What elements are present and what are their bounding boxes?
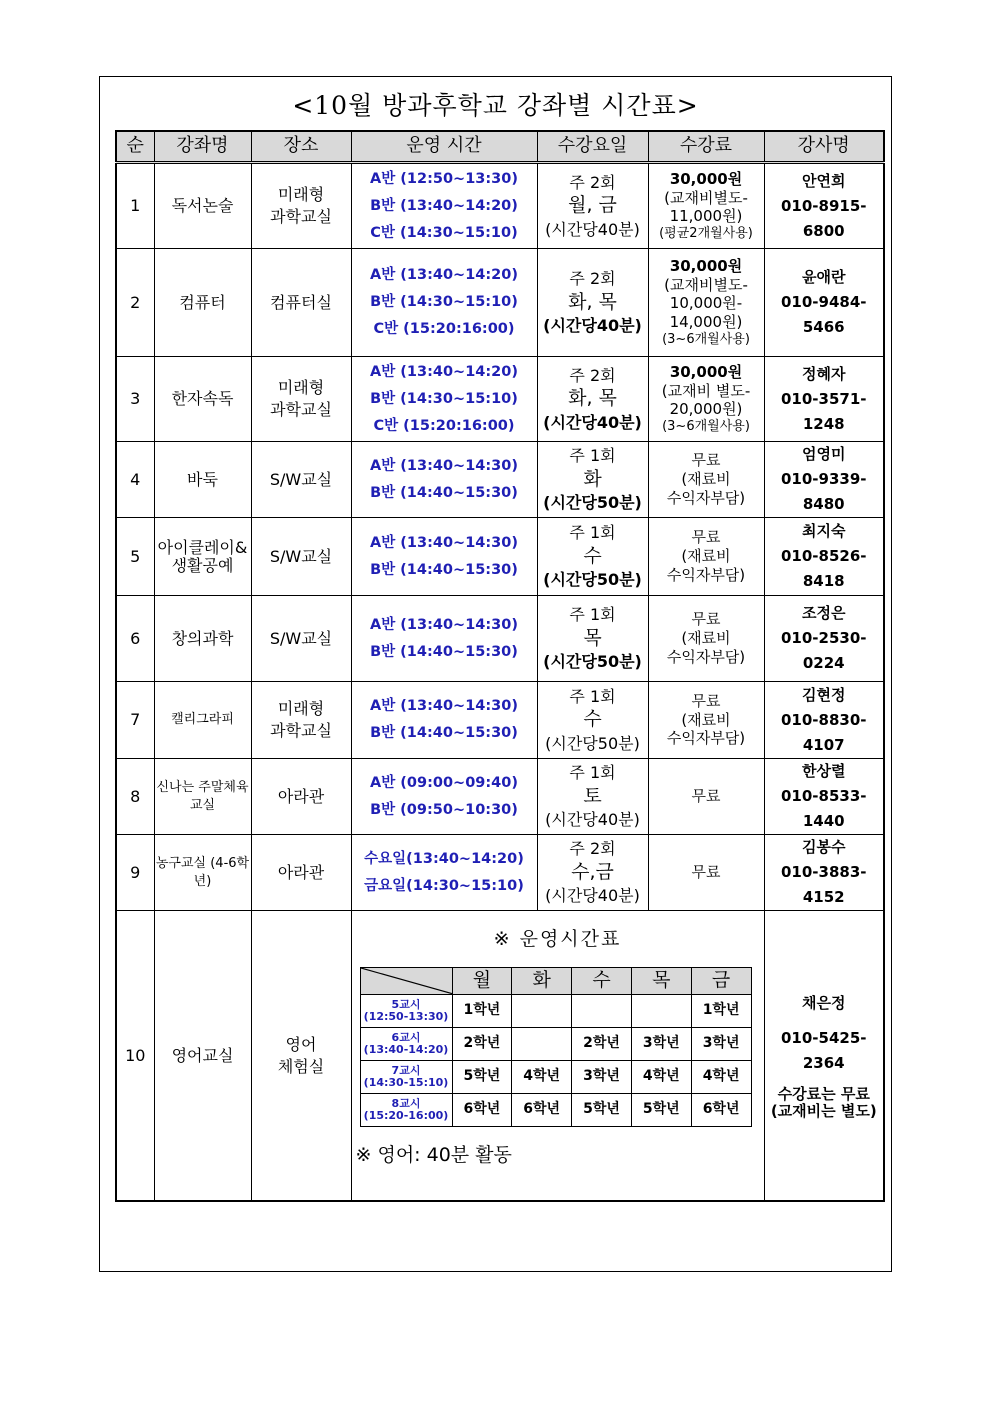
place-line: 미래형 (277, 185, 325, 205)
row-number: 4 (116, 442, 154, 518)
instructor-name: 엄영미 (802, 445, 846, 463)
fee-line: (재료비 (681, 710, 731, 729)
class-days (537, 442, 648, 518)
class-days (537, 357, 648, 442)
header-course: 강좌명 (154, 131, 251, 163)
table-row (116, 442, 884, 518)
timetable-cell (631, 994, 691, 1027)
period-cell (360, 1027, 452, 1060)
instructor-name: 김봉수 (802, 838, 846, 856)
place (251, 759, 351, 835)
place (251, 596, 351, 682)
fee (648, 442, 764, 518)
period-time: (13:40-14:20) (363, 1042, 449, 1056)
instructor (764, 163, 884, 249)
operating-times (351, 357, 537, 442)
place-line: 과학교실 (270, 400, 332, 419)
fee-line: (교재비별도- (664, 275, 748, 294)
schedule-title: ※ 운영시간표 (493, 928, 622, 950)
fee-line: 수익자부담) (666, 647, 746, 666)
course-name: 컴퓨터 (154, 249, 251, 357)
fee-note: (교재비는 별도) (770, 1102, 877, 1120)
timetable-cell: 5학년 (572, 1093, 632, 1126)
timetable-header-row (360, 968, 751, 995)
fee (648, 518, 764, 596)
time-slot: A반 (13:40~14:20) (370, 363, 518, 380)
weekdays: 수 (583, 708, 602, 731)
frequency: 주 1회 (569, 523, 616, 543)
header-place: 장소 (251, 131, 351, 163)
row-number: 2 (116, 249, 154, 357)
course-name: 아이클레이&생활공예 (154, 518, 251, 596)
table-row (116, 835, 884, 911)
instructor-name: 윤애란 (802, 268, 846, 286)
row-number: 5 (116, 518, 154, 596)
course-name: 한자속독 (154, 357, 251, 442)
fee-line: 무료 (691, 787, 721, 806)
instructor-name: 안연희 (802, 171, 846, 190)
class-days (537, 596, 648, 682)
timetable-day: 월 (452, 968, 512, 995)
row-number: 6 (116, 596, 154, 682)
time-slot: B반 (13:40~14:20) (370, 197, 518, 214)
table-row-english (116, 911, 884, 1202)
timetable-cell: 2학년 (572, 1027, 632, 1060)
fee-line: (교재비 별도- (661, 381, 751, 400)
row-number: 1 (116, 163, 154, 249)
time-slot: B반 (14:30~15:10) (370, 294, 518, 310)
timetable-cell: 6학년 (452, 1093, 512, 1126)
instructor (764, 759, 884, 835)
period-cell (360, 994, 452, 1027)
fee (648, 249, 764, 357)
instructor-phone: 010-8830-4107 (780, 710, 867, 754)
fee-line: (재료비 (681, 629, 731, 648)
instructor (764, 442, 884, 518)
frequency: 주 2회 (569, 269, 616, 289)
fee (648, 163, 764, 249)
time-slot: A반 (13:40~14:30) (370, 457, 518, 474)
instructor-phone: 010-8533-1440 (780, 787, 867, 830)
time-slot: A반 (12:50~13:30) (370, 170, 518, 187)
weekdays: 수 (583, 544, 602, 567)
header-days: 수강요일 (537, 131, 648, 163)
fee-note: 수강료는 무료 (777, 1085, 870, 1103)
place-line: 아라관 (277, 862, 325, 882)
fee-line: 수익자부담) (666, 729, 746, 748)
timetable-cell: 1학년 (691, 994, 751, 1027)
period-length: (시간당50분) (543, 570, 642, 590)
place-line: S/W교실 (269, 628, 333, 648)
operating-times (351, 682, 537, 759)
instructor (764, 518, 884, 596)
timetable-cell: 3학년 (572, 1060, 632, 1093)
timetable-cell: 3학년 (691, 1027, 751, 1060)
header-fee: 수강료 (648, 131, 764, 163)
fee-line: 14,000원) (669, 313, 743, 332)
period-length: (시간당40분) (545, 810, 640, 830)
period-time: (12:50-13:30) (363, 1009, 449, 1023)
fee-line: (재료비 (681, 547, 731, 566)
instructor-phone: 010-2530-0224 (780, 629, 867, 672)
time-slot: C반 (15:20:16:00) (373, 321, 515, 337)
fee-line: 무료 (691, 691, 721, 710)
frequency: 주 2회 (569, 172, 616, 192)
period-length: (시간당50분) (545, 733, 640, 753)
period-cell (360, 1093, 452, 1126)
period-time: (14:30-15:10) (363, 1075, 449, 1089)
timetable-cell: 6학년 (512, 1093, 572, 1126)
fee-line: 20,000원) (669, 400, 743, 419)
instructor-phone: 010-9484-5466 (780, 293, 867, 336)
instructor-phone: 010-5425-2364 (780, 1029, 867, 1072)
instructor-phone: 010-8526-8418 (780, 547, 867, 590)
frequency: 주 2회 (569, 839, 616, 859)
time-slot: B반 (14:40~15:30) (370, 725, 518, 741)
row-number: 7 (116, 682, 154, 759)
instructor-name: 정혜자 (802, 364, 846, 383)
timetable-cell: 1학년 (452, 994, 512, 1027)
time-slot: 금요일(14:30~15:10) (364, 877, 524, 894)
weekdays: 화 (583, 467, 602, 490)
english-schedule-cell (351, 911, 764, 1202)
timetable-cell (512, 1027, 572, 1060)
operating-times (351, 163, 537, 249)
place (251, 163, 351, 249)
time-slot: A반 (13:40~14:30) (370, 698, 518, 714)
period-length: (시간당50분) (543, 493, 642, 513)
row-number: 10 (116, 911, 154, 1202)
timetable-row (360, 1093, 751, 1126)
place (251, 518, 351, 596)
fee-line: 무료 (691, 528, 721, 547)
course-name: 캘리그라피 (154, 682, 251, 759)
instructor (764, 911, 884, 1202)
instructor (764, 249, 884, 357)
time-slot: B반 (14:40~15:30) (370, 484, 518, 501)
period-length: (시간당40분) (545, 886, 640, 906)
fee-line: (교재비별도- (664, 188, 748, 207)
course-name: 영어교실 (154, 911, 251, 1202)
table-row (116, 518, 884, 596)
fee (648, 759, 764, 835)
timetable-cell: 4학년 (512, 1060, 572, 1093)
place (251, 682, 351, 759)
instructor (764, 835, 884, 911)
frequency: 주 2회 (569, 365, 616, 385)
place-line: 체험실 (277, 1056, 325, 1076)
place-line: 과학교실 (270, 207, 332, 226)
place (251, 835, 351, 911)
english-note: ※ 영어: 40분 활동 (355, 1144, 512, 1166)
table-row (116, 682, 884, 759)
course-name: 독서논술 (154, 163, 251, 249)
table-row (116, 357, 884, 442)
class-days (537, 518, 648, 596)
period-length: (시간당50분) (543, 652, 642, 672)
timetable-cell: 4학년 (631, 1060, 691, 1093)
frequency: 주 1회 (569, 605, 616, 625)
place-line: 미래형 (277, 378, 325, 398)
timetable-cell: 5학년 (452, 1060, 512, 1093)
schedule-table (115, 130, 885, 1202)
instructor-name: 최지숙 (802, 522, 846, 540)
instructor (764, 682, 884, 759)
fee-line: (평균2개월사용) (659, 226, 753, 241)
timetable-row (360, 994, 751, 1027)
place-line: 아라관 (277, 786, 325, 806)
place-line: 영어 (285, 1034, 317, 1054)
diagonal-corner-cell (360, 968, 452, 995)
weekdays: 토 (583, 784, 602, 807)
fee-line: 수익자부담) (666, 565, 746, 584)
operating-times (351, 442, 537, 518)
course-name: 신나는 주말체육교실 (154, 759, 251, 835)
place-line: 컴퓨터실 (270, 292, 332, 312)
frequency: 주 1회 (569, 686, 616, 706)
weekdays: 화, 목 (568, 387, 617, 410)
instructor-phone: 010-3571-1248 (780, 389, 867, 433)
timetable-cell: 3학년 (631, 1027, 691, 1060)
fee-line: 무료 (691, 863, 721, 882)
period-label: 5교시 (391, 997, 421, 1011)
fee-line: (재료비 (681, 470, 731, 489)
time-slot: B반 (14:30~15:10) (370, 390, 518, 407)
time-slot: C반 (14:30~15:10) (370, 224, 518, 241)
fee-line: 10,000원- (669, 294, 743, 313)
place (251, 442, 351, 518)
period-label: 7교시 (391, 1063, 421, 1077)
row-number: 9 (116, 835, 154, 911)
instructor-name: 조정은 (802, 604, 846, 622)
fee-line: 무료 (691, 451, 721, 470)
header-instructor: 강사명 (764, 131, 884, 163)
english-timetable (360, 967, 752, 1127)
time-slot: A반 (13:40~14:30) (370, 616, 518, 633)
time-slot: B반 (14:40~15:30) (370, 643, 518, 660)
timetable-day: 금 (691, 968, 751, 995)
period-length: (시간당40분) (545, 219, 640, 239)
class-days (537, 759, 648, 835)
fee-line: 30,000원 (669, 169, 743, 188)
instructor-name: 김현정 (802, 685, 846, 704)
place (251, 911, 351, 1202)
table-row (116, 163, 884, 249)
timetable-cell: 5학년 (631, 1093, 691, 1126)
time-slot: 수요일(13:40~14:20) (364, 850, 524, 867)
timetable-row (360, 1060, 751, 1093)
time-slot: C반 (15:20:16:00) (373, 417, 515, 434)
period-length: (시간당40분) (543, 412, 642, 432)
class-days (537, 835, 648, 911)
place-line: S/W교실 (269, 546, 333, 566)
timetable-day: 목 (631, 968, 691, 995)
fee (648, 682, 764, 759)
weekdays: 목 (583, 626, 602, 649)
instructor-name: 채은정 (802, 994, 846, 1012)
fee-line: (3~6개월사용) (662, 331, 750, 347)
page-title: <10월 방과후학교 강좌별 시간표> (292, 91, 699, 120)
fee (648, 835, 764, 911)
place-line: S/W교실 (269, 469, 333, 489)
timetable-cell: 6학년 (691, 1093, 751, 1126)
operating-times (351, 835, 537, 911)
class-days (537, 682, 648, 759)
time-slot: A반 (13:40~14:20) (370, 267, 518, 283)
operating-times (351, 596, 537, 682)
weekdays: 수,금 (571, 860, 614, 883)
place (251, 249, 351, 357)
weekdays: 월, 금 (568, 194, 617, 217)
instructor-phone: 010-3883-4152 (780, 863, 867, 906)
table-row (116, 596, 884, 682)
instructor-name: 한상렬 (802, 762, 846, 780)
period-time: (15:20-16:00) (363, 1108, 449, 1122)
operating-times (351, 249, 537, 357)
table-row (116, 759, 884, 835)
frequency: 주 1회 (569, 763, 616, 783)
instructor (764, 357, 884, 442)
class-days (537, 249, 648, 357)
fee-line: 수익자부담) (666, 488, 746, 507)
period-label: 8교시 (391, 1096, 421, 1110)
timetable-day: 수 (572, 968, 632, 995)
fee-line: 30,000원 (669, 362, 743, 381)
fee (648, 357, 764, 442)
fee-line: (3~6개월사용) (662, 419, 750, 434)
row-number: 8 (116, 759, 154, 835)
fee (648, 596, 764, 682)
timetable-row (360, 1027, 751, 1060)
period-label: 6교시 (391, 1030, 421, 1044)
instructor-phone: 010-9339-8480 (780, 470, 867, 513)
operating-times (351, 518, 537, 596)
weekdays: 화, 목 (568, 290, 617, 313)
place-line: 과학교실 (270, 721, 332, 740)
period-cell (360, 1060, 452, 1093)
period-length: (시간당40분) (543, 316, 642, 336)
class-days (537, 163, 648, 249)
operating-times (351, 759, 537, 835)
place-line: 미래형 (277, 699, 325, 719)
time-slot: A반 (13:40~14:30) (370, 534, 518, 551)
time-slot: B반 (09:50~10:30) (370, 801, 518, 818)
instructor-phone: 010-8915-6800 (780, 196, 867, 240)
header-no: 순 (116, 131, 154, 163)
header-times: 운영 시간 (351, 131, 537, 163)
table-row (116, 249, 884, 357)
header-row (116, 131, 884, 163)
timetable-cell: 4학년 (691, 1060, 751, 1093)
frequency: 주 1회 (569, 446, 616, 466)
fee-line: 11,000원) (669, 207, 743, 226)
row-number: 3 (116, 357, 154, 442)
course-name: 농구교실 (4-6학년) (154, 835, 251, 911)
time-slot: A반 (09:00~09:40) (370, 774, 518, 791)
time-slot: B반 (14:40~15:30) (370, 561, 518, 578)
timetable-cell (572, 994, 632, 1027)
fee-line: 30,000원 (669, 256, 743, 275)
timetable-cell: 2학년 (452, 1027, 512, 1060)
course-name: 창의과학 (154, 596, 251, 682)
timetable-cell (512, 994, 572, 1027)
fee-line: 무료 (691, 610, 721, 629)
instructor (764, 596, 884, 682)
timetable-day: 화 (512, 968, 572, 995)
course-name: 바둑 (154, 442, 251, 518)
place (251, 357, 351, 442)
